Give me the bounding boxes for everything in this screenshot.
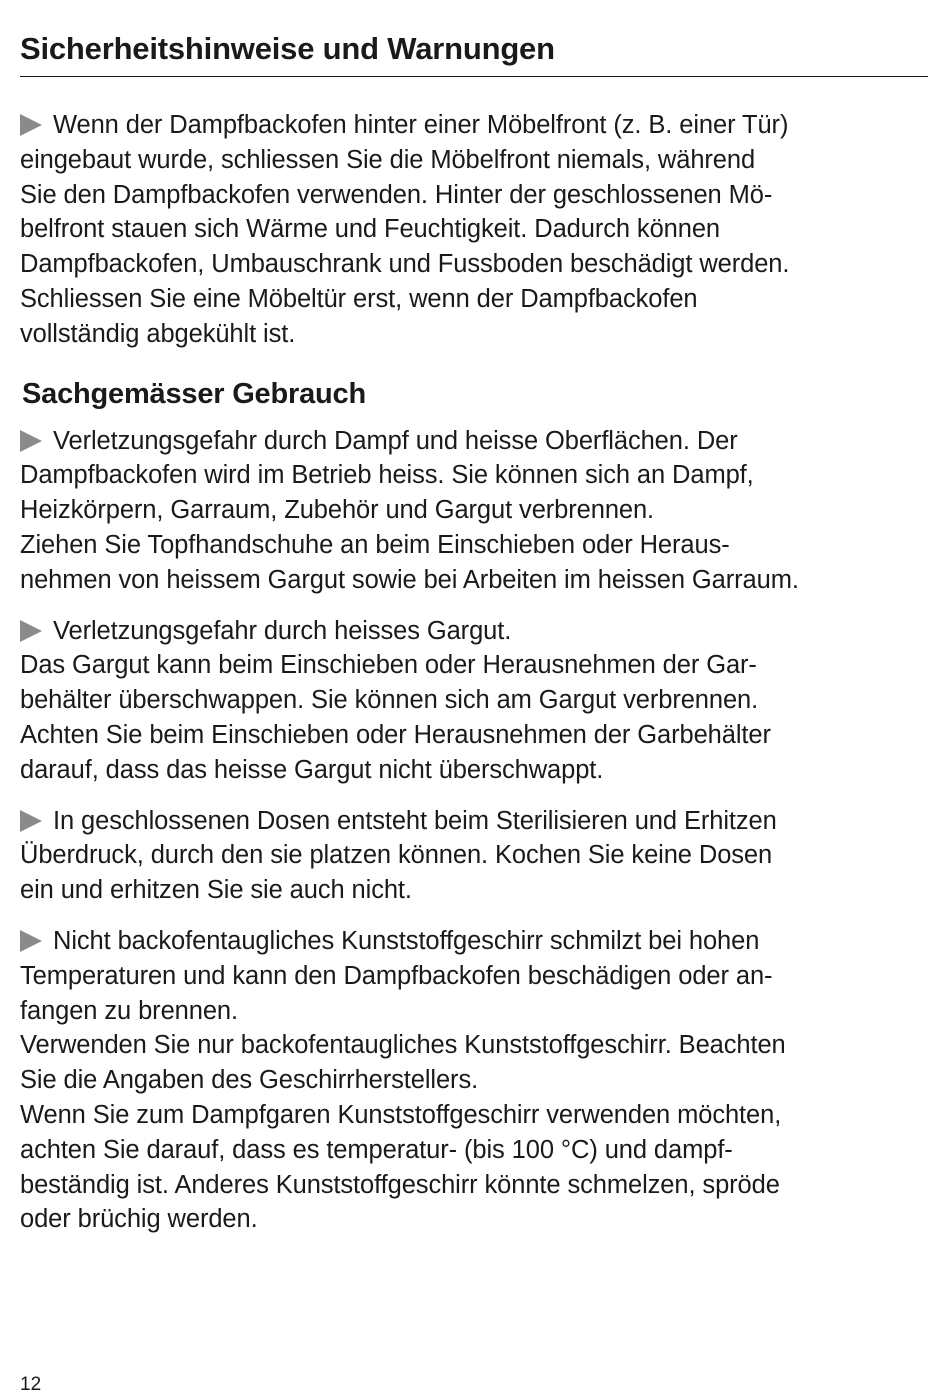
warning-paragraph-steam-hot-surfaces — [20, 424, 930, 598]
warning-paragraph-furniture-front — [20, 108, 930, 352]
paragraph-first-line — [20, 924, 930, 959]
line-text: belfront stauen sich Wärme und Feuchtigkeit. Dadurch können — [20, 215, 720, 244]
triangle-arrow-icon — [20, 114, 42, 136]
warning-paragraph-closed-cans — [20, 804, 930, 908]
page-number: 12 — [20, 1374, 42, 1395]
paragraph-first-line — [20, 804, 930, 839]
line-text: eingebaut wurde, schliessen Sie die Möbelfront niemals, während — [20, 145, 756, 174]
line-text: Temperaturen und kann den Dampfbackofen beschädigen oder an- — [20, 961, 773, 990]
line-text: Ziehen Sie Topfhandschuhe an beim Einschieben oder Heraus- — [20, 530, 730, 559]
line-text: Das Gargut kann beim Einschieben oder Herausnehmen der Gar- — [20, 651, 757, 680]
warning-paragraph-plastic-dishes — [20, 924, 930, 1237]
triangle-arrow-icon — [20, 930, 42, 952]
paragraph-first-line — [20, 108, 930, 143]
page-title: Sicherheitshinweise und Warnungen — [20, 31, 555, 66]
line-text: fangen zu brennen. — [20, 996, 238, 1025]
line-text: vollständig abgekühlt ist. — [20, 319, 296, 348]
paragraph-first-line — [20, 614, 930, 649]
line-text: Schliessen Sie eine Möbeltür erst, wenn der Dampfbackofen — [20, 284, 698, 313]
line-text: Verletzungsgefahr durch Dampf und heisse Oberflächen. Der — [53, 426, 738, 455]
line-text: Sie die Angaben des Geschirrherstellers. — [20, 1066, 479, 1095]
line-text: Dampfbackofen, Umbauschrank und Fussboden beschädigt werden. — [20, 250, 790, 279]
paragraph-first-line — [20, 424, 930, 459]
triangle-arrow-icon — [20, 810, 42, 832]
title-divider — [20, 76, 928, 77]
line-text: oder brüchig werden. — [20, 1205, 258, 1234]
line-text: achten Sie darauf, dass es temperatur- (bis 100 °C) und dampf- — [20, 1135, 733, 1164]
line-text: Nicht backofentaugliches Kunststoffgeschirr schmilzt bei hohen — [53, 926, 760, 955]
line-text: Sie den Dampfbackofen verwenden. Hinter der geschlossenen Mö- — [20, 180, 773, 209]
line-text: nehmen von heissem Gargut sowie bei Arbeiten im heissen Garraum. — [20, 565, 799, 594]
line-text: Wenn Sie zum Dampfgaren Kunststoffgeschirr verwenden möchten, — [20, 1100, 782, 1129]
line-text: In geschlossenen Dosen entsteht beim Sterilisieren und Erhitzen — [53, 806, 777, 835]
line-text: Dampfbackofen wird im Betrieb heiss. Sie können sich an Dampf, — [20, 461, 754, 490]
line-text: Überdruck, durch den sie platzen können. Kochen Sie keine Dosen — [20, 841, 773, 870]
line-text: Verwenden Sie nur backofentaugliches Kunststoffgeschirr. Beachten — [20, 1031, 786, 1060]
line-text: Heizkörpern, Garraum, Zubehör und Gargut verbrennen. — [20, 496, 655, 525]
line-text: behälter überschwappen. Sie können sich am Gargut verbrennen. — [20, 686, 759, 715]
line-text: Achten Sie beim Einschieben oder Herausnehmen der Garbehälter — [20, 720, 771, 749]
line-text: beständig ist. Anderes Kunststoffgeschirr könnte schmelzen, spröde — [20, 1170, 780, 1199]
line-text: darauf, dass das heisse Gargut nicht überschwappt. — [20, 755, 604, 784]
line-text: ein und erhitzen Sie sie auch nicht. — [20, 876, 412, 905]
triangle-arrow-icon — [20, 430, 42, 452]
line-text: Verletzungsgefahr durch heisses Gargut. — [53, 616, 512, 645]
warning-paragraph-hot-food — [20, 614, 930, 788]
section-heading: Sachgemässer Gebrauch — [22, 377, 366, 410]
triangle-arrow-icon — [20, 620, 42, 642]
line-text: Wenn der Dampfbackofen hinter einer Möbelfront (z. B. einer Tür) — [53, 111, 789, 139]
document-body — [20, 108, 930, 1253]
